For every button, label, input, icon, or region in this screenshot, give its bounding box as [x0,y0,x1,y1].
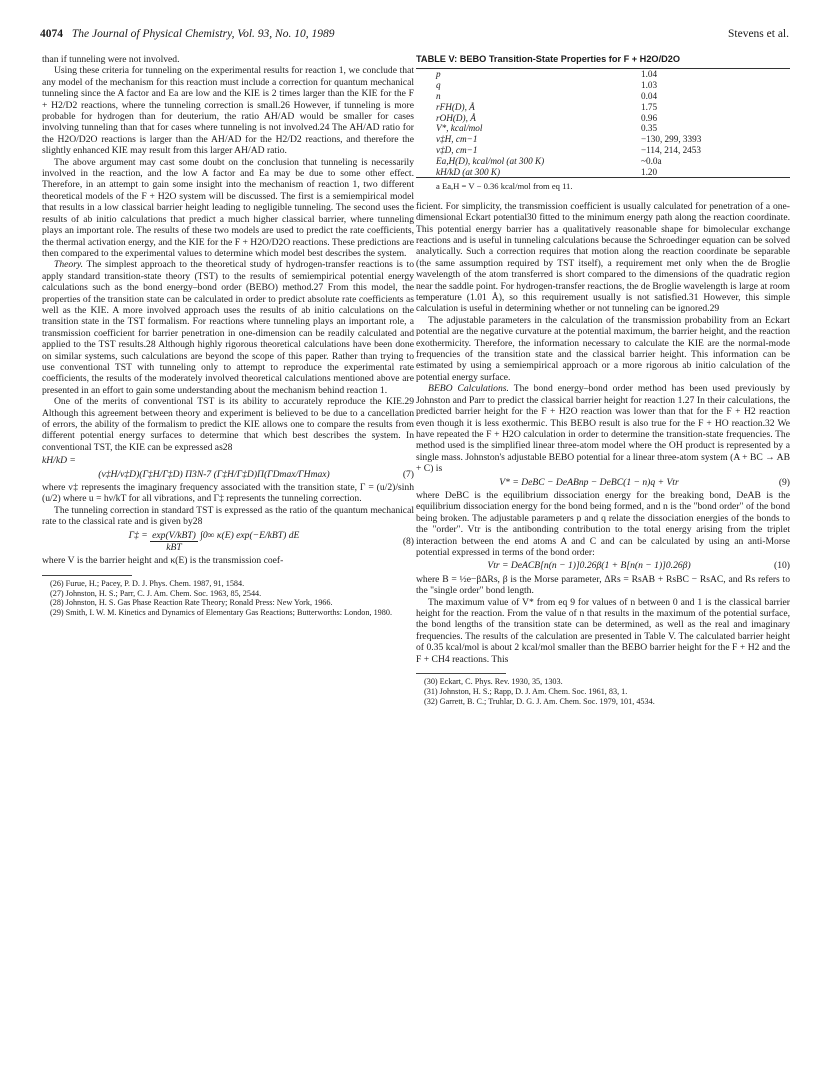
section-runin-theory: Theory. [54,259,84,271]
table-value: 0.96 [641,112,658,123]
paragraph-theory [42,259,414,396]
table-param: ν‡H, cm−1 [436,134,478,145]
running-header-left [40,28,334,40]
table-row [416,91,790,102]
paragraph: One of the merits of conventional TST is its ability to accurately reproduce the KIE.29 Although this agreement between theory and experiment is believed to be due to a cancellation of errors, the ability of the formalism to predict the KIE allows one to compare the results from different potential energy surfaces to determine that which best describes the system. In conventional TST, the KIE can be expressed as28 [42,396,414,453]
footnote: (26) Furue, H.; Pacey, P. D. J. Phys. Chem. 1987, 91, 1584. [50,578,245,588]
table-param: n [436,91,441,101]
table-row [416,145,790,156]
equation-10-body: Vtr = DeACB[n(n − 1)]0.26β(1 + B[n(n − 1)]0.26β) [487,560,691,572]
table-value: 1.20 [641,166,658,177]
paragraph: where DeBC is the equilibrium dissociation energy for the breaking bond, DeAB is the equilibrium dissociation energy for the bond being formed, and n is the "bond order" of the bond being broken. The adjustable parameters p and q relate the dissociation energies of the bonds to the "order". Vtr is the antibonding contribution to the total energy arising from the triplet interaction between the end atoms A and C and can be calculated by using an anti-Morse potential expressed in terms of the bond order: [416,489,790,558]
footnote-rule [416,673,506,674]
paragraph: where B = ½e−βΔRs, β is the Morse parameter, ΔRs = RsAB + RsBC − RsAC, and Rs refers to the "single order" bond length. [416,573,790,597]
footnote: (31) Johnston, H. S.; Rapp, D. J. Am. Chem. Soc. 1961, 83, 1. [424,686,628,696]
equation-7-lhs: kH/kD = [42,455,76,467]
equation-7-number: (7) [402,468,414,480]
equation-9-body: V* = DeBC − DeABnp − DeBC(1 − n)q + Vtr [499,476,679,488]
paragraph-bebo [416,383,790,474]
table-v [416,68,790,178]
page-number: 4074 [40,28,63,40]
paragraph: The tunneling correction in standard TST is expressed as the ratio of the quantum mechanical rate to the classical rate and is given by28 [42,504,414,528]
table-row [416,156,790,167]
footnote: (28) Johnston, H. S. Gas Phase Reaction Rate Theory; Ronald Press: New York, 1966. [50,598,333,608]
equation-9-number: (9) [778,476,790,488]
paragraph-text: The bond energy–bond order method has been used previously by Johnston and Parr to predict the classical barrier height for reaction 1.27 In their calculations, the predicted barrier height for the F + H2O reaction was lower than that for the F + H2 reaction even though it is less exothermic. This BEBO result is also true for the F + HO reaction.32 We have repeated the F + H2O calculation in order to determine the transition-state frequencies. The method used is the simplified linear three-atom model where the OH product is represented by a single mass. Johnston's adjustable BEBO potential for a linear three-atom system (A + BC → AB + C) is [416,383,790,475]
paragraph: than if tunneling were not involved. [42,54,180,65]
running-header-authors: Stevens et al. [728,28,789,40]
equation-8-denominator: kBT [166,542,182,554]
table-row [416,113,790,124]
table-value: ~0.0a [641,155,662,166]
table-row [416,134,790,145]
equation-8-lhs: Γ‡ = [128,529,148,541]
equation-8-numerator: exp(V/kBT) [152,529,196,541]
right-column [416,54,790,706]
table-row [416,123,790,134]
equation-8-body [42,530,386,554]
paragraph: The maximum value of V* from eq 9 for values of n between 0 and 1 is the classical barrier height for the reaction. From the value of n that results in the maximum of the potential surface, the bond lengths of the transition state can be determined, as well as the real and imaginary frequencies. The results of the calculation are presented in Table V. The calculated barrier height of 0.35 kcal/mol is about 2 kcal/mol smaller than the BEBO barrier height for the F + H2 and the F + CH4 reactions. This [416,596,790,665]
paragraph: ficient. For simplicity, the transmission coefficient is usually calculated for penetration of a one-dimensional Eckart potential30 fitted to the minimum energy path along the reaction coordinate. This potential energy barrier has a qualitatively reasonable shape for bimolecular exchange reactions and is useful in tunneling calculations because the Schroedinger equation can be solved analytically. Such a correction requires that motion along the reaction coordinate be separable (the same assumption required by TST itself), a requirement met only when the de Broglie wavelength of the atom transferred is short compared to the dimensions of the quadratic region near the saddle point. For hydrogen-transfer reactions, the de Broglie wavelength is large at room temperature (1.01 Å), so this requirement usually is not satisfied.31 However, this simple calculation is useful in determining whether or not tunneling can be ignored.29 [416,200,790,315]
footnote: (32) Garrett, B. C.; Truhlar, D. G. J. Am. Chem. Soc. 1979, 101, 4534. [424,696,655,706]
left-column [42,54,414,618]
table-row [416,167,790,178]
paragraph-text: The simplest approach to the theoretical study of hydrogen-transfer reactions is to apply standard transition-state theory (TST) to the results of semiempirical potential energy calculations such as the bond energy–bond order (BEBO) method.27 From this model, the properties of the transition state can be calculated in order to predict absolute rate coefficients as well as the KIE. A more involved approach uses the results of ab initio calculations on the transition state in the TST formalism. For reactions where tunneling plays an important role, a transmission coefficient for barrier penetration in one-dimension can be readily calculated and applied to the TST results.28 Although highly rigorous theoretical calculations have been done on similar systems, such calculations are beyond the scope of this paper. Rather than trying to use conventional TST with tunneling only to attempt to reproduce the experimental rate coefficients, the results of the moderately involved theoretical calculations mentioned above are presented in an effort to gain some understanding about the mechanism behind reaction 1. [42,259,414,396]
paragraph: Using these criteria for tunneling on the experimental results for reaction 1, we conclude that any model of the mechanism for this reaction must include a correction for quantum mechanical tunneling since the A factor and Ea are low and the KIE is 2 times larger than the KIE for the F + H2/D2 reactions, where the tunneling correction is small.26 However, if tunneling is more probable for hydrogen than for deuterium, the ratio AH/AD would be smaller for cases involving tunneling than that for cases where tunneling is not involved.24 The AH/AD ratio for the H2O/D2O reactions is larger than the AH/AD for the H2/D2 reactions, and therefore the slightly enhanced KIE may result from this larger AH/AD ratio. [42,65,414,157]
table-param: q [436,80,441,91]
table-param: kH/kD (at 300 K) [436,166,501,177]
table-value: −114, 214, 2453 [641,144,701,155]
table-param: rFH(D), Å [436,101,475,112]
table-value: 1.04 [641,69,658,80]
table-value: −130, 299, 3393 [641,134,702,145]
footnote: (30) Eckart, C. Phys. Rev. 1930, 35, 1303. [424,677,563,687]
equation-8-number: (8) [402,535,414,547]
footnote: (27) Johnston, H. S.; Parr, C. J. Am. Chem. Soc. 1963, 85, 2544. [50,588,262,598]
table-param: rOH(D), Å [436,112,476,123]
table-param: V*, kcal/mol [436,123,483,134]
table-row [416,69,790,80]
equation-8-fraction [150,530,198,554]
journal-citation: The Journal of Physical Chemistry, Vol. 93, No. 10, 1989 [71,28,335,40]
table-value: 0.04 [641,91,658,101]
paragraph: The above argument may cast some doubt on the conclusion that tunneling is necessarily involved in the reaction, and the low A factor and Ea may be due to some other effect. Therefore, in an attempt to gain some insight into the mechanism of reaction 1, two different theoretical models of the F + H2O system will be discussed. The first is a semiempirical model that results in a low classical barrier height leading to negligible tunneling. The second uses the results of ab initio calculations that predict a much higher classical barrier, where tunneling plays an important role. The results of these two models are used to predict the rate coefficients, the thermal activation energy, and the KIE for the F + H2O/D2O reactions. These predictions are then compared to the experimental values to determine which model best describes the system. [42,156,414,259]
table-value: 1.75 [641,101,658,112]
table-param: ν‡D, cm−1 [436,144,478,155]
footnote: (29) Smith, I. W. M. Kinetics and Dynamics of Elementary Gas Reactions; Butterworths: London, 1980. [50,608,393,618]
table-value: 0.35 [641,123,658,134]
equation-8 [42,530,414,554]
paragraph: where V is the barrier height and κ(E) is the transmission coef- [42,555,284,567]
table-row [416,102,790,113]
paragraph: The adjustable parameters in the calculation of the transmission probability from an Eckart potential are the negative curvature at the potential maximum, the barrier height, and the reaction exothermicity. Therefore, the information necessary to calculate the KIE are the normal-mode frequencies of the transition state and the classical barrier height. This information can be estimated by using a semiempirical approach or a more rigorous ab initio calculation of the potential energy surface. [416,314,790,383]
section-runin-bebo: BEBO Calculations. [428,383,509,395]
table-param: p [436,69,441,80]
table-title: TABLE V: BEBO Transition-State Properties for F + H2O/D2O [416,54,681,64]
equation-10 [416,560,790,571]
table-row [416,80,790,91]
equation-8-integral: ∫0∞ κ(E) exp(−E/kBT) dE [200,529,300,541]
table-footnote: a Ea,H = V − 0.36 kcal/mol from eq 11. [436,181,573,192]
table-param: Ea,H(D), kcal/mol (at 300 K) [436,155,545,166]
table-value: 1.03 [641,80,658,91]
equation-7-body: (ν‡H/ν‡D)(Γ‡H/Γ‡D) Π3N-7 (Γ‡H/Γ‡D)Π(ΓDmax/ΓHmax) [98,468,330,480]
equation-7 [42,469,414,480]
equation-9 [416,477,790,488]
equation-10-number: (10) [774,560,790,572]
footnote-rule [42,575,132,576]
paragraph: where ν‡ represents the imaginary frequency associated with the transition state, Γ = (u/2)/sinh (u/2) where u = hν/kT for all vibrations, and Γ‡ represents the tunneling correction. [42,482,414,505]
